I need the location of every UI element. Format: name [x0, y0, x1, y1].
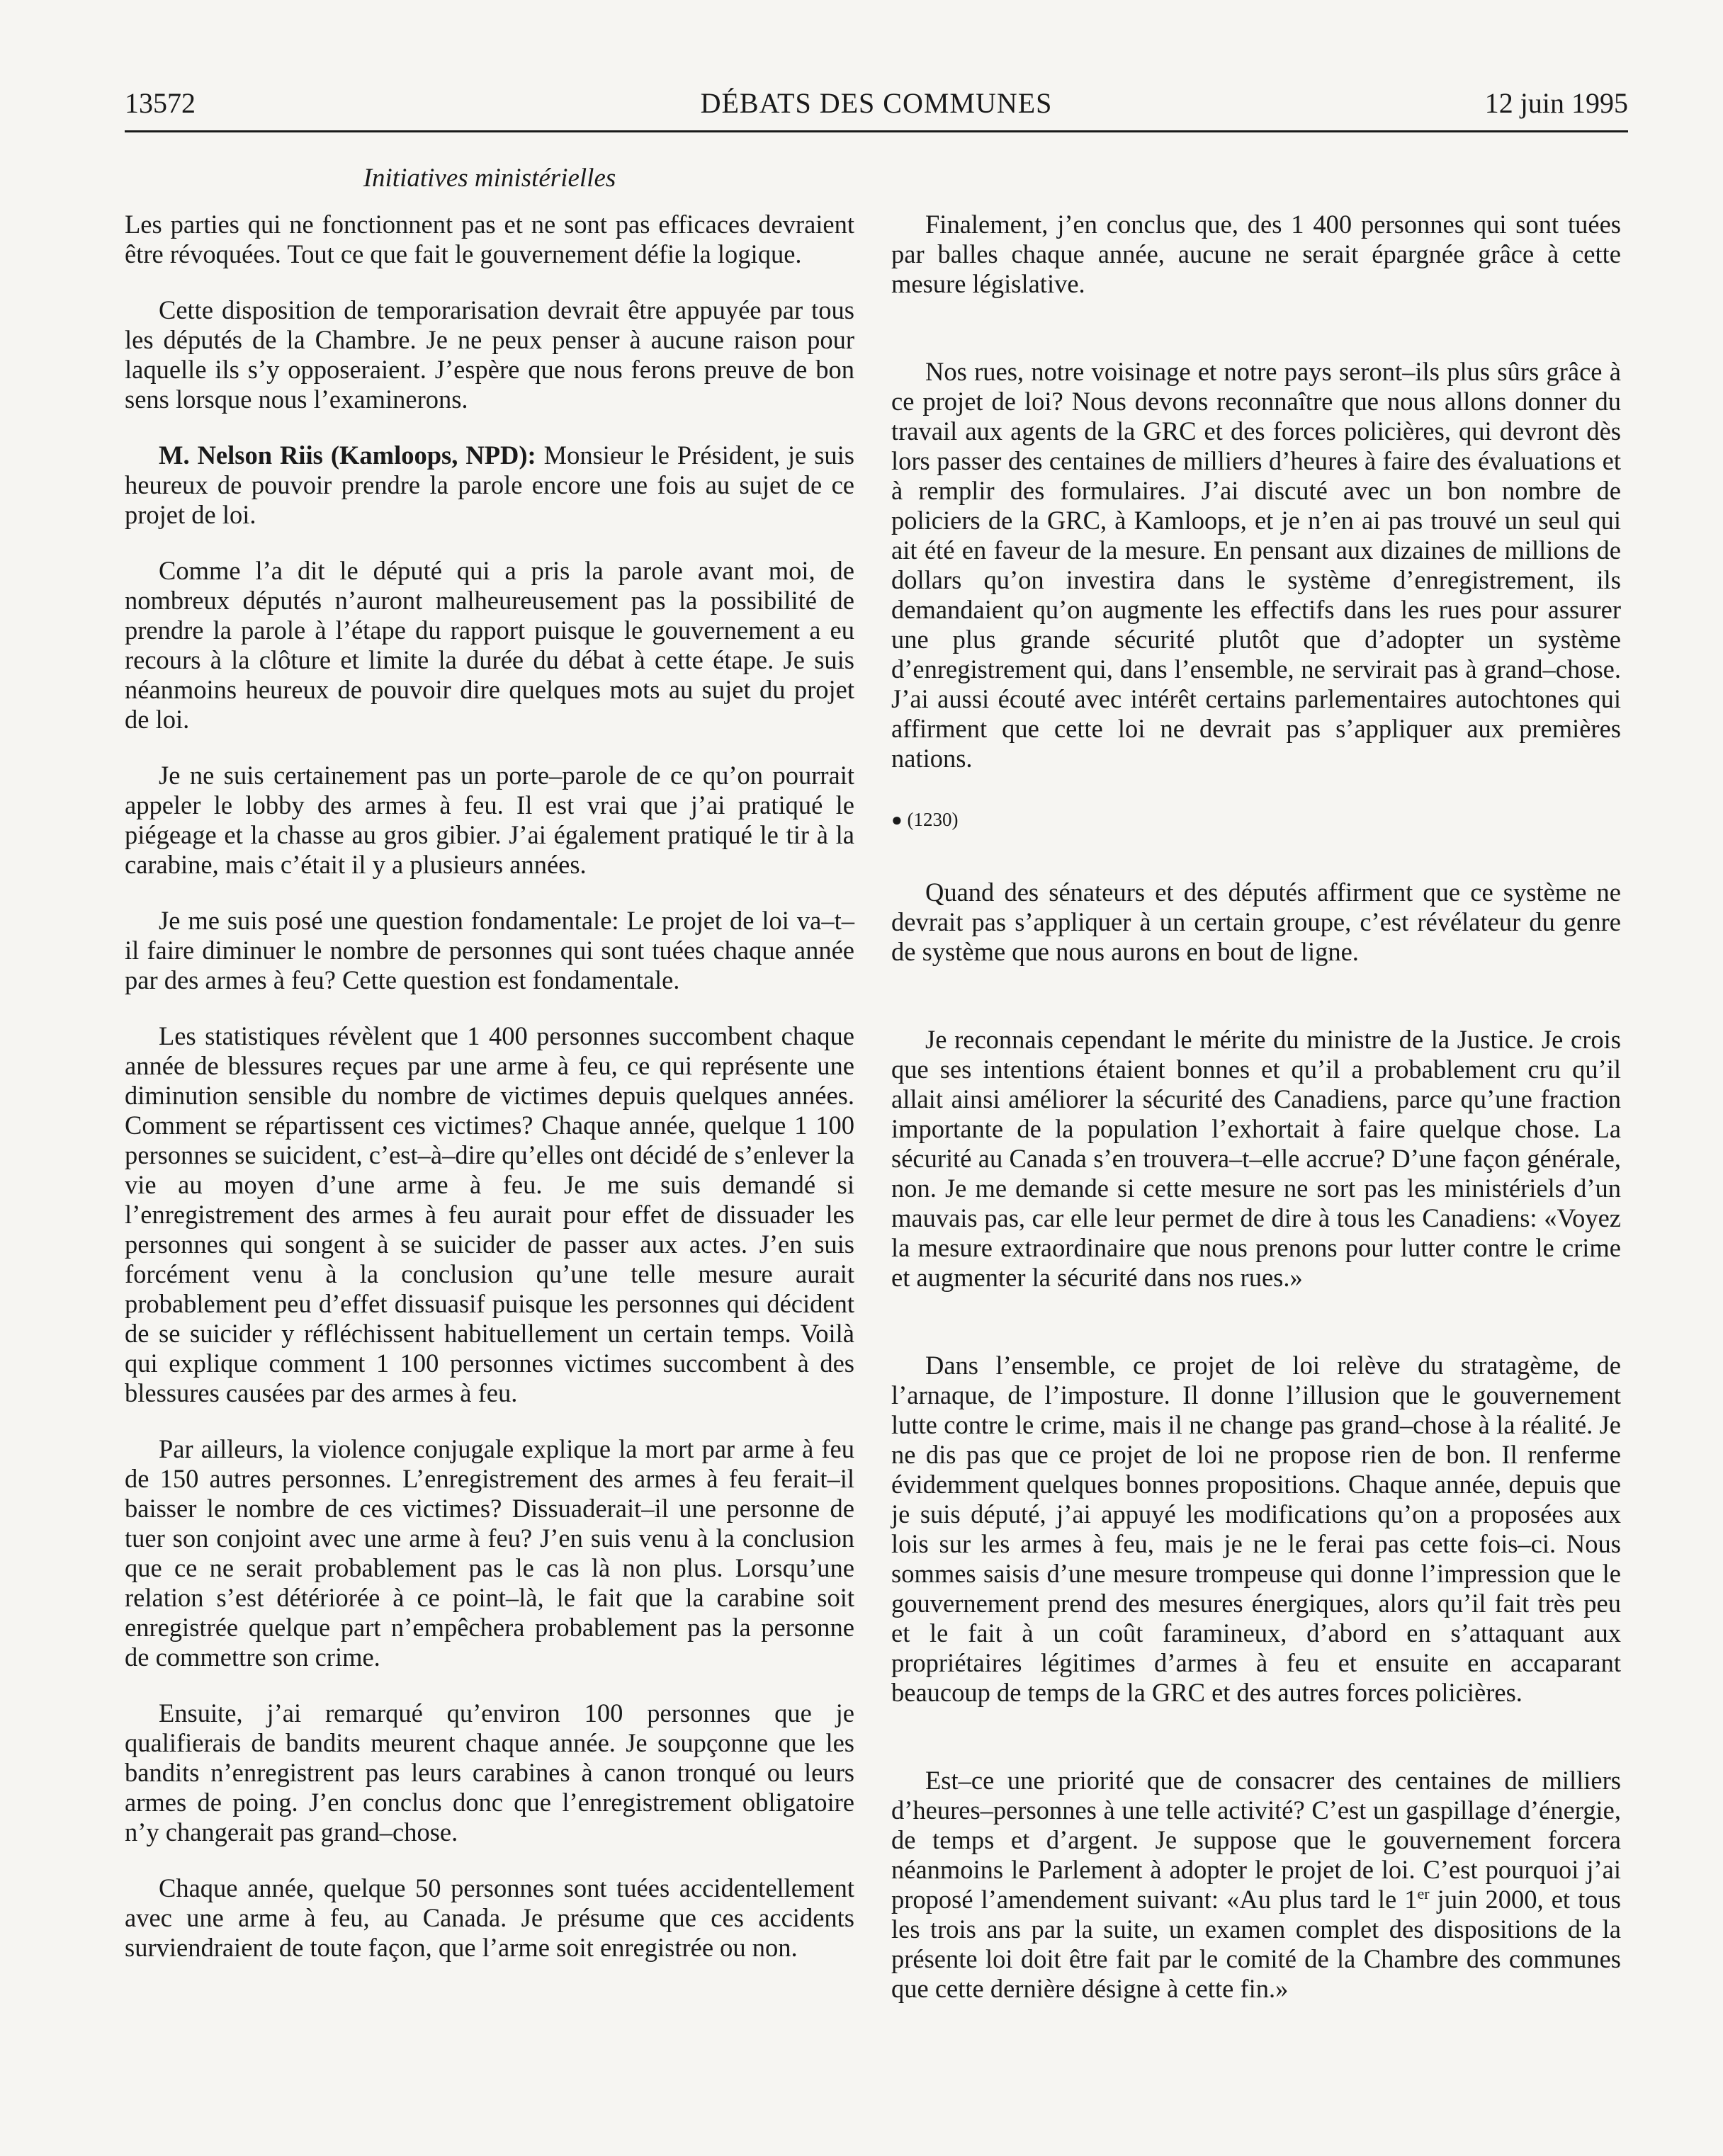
publication-date: 12 juin 1995	[1484, 87, 1628, 119]
left-column	[125, 210, 854, 1989]
paragraph: Finalement, j’en conclus que, des 1 400 personnes qui sont tuées par balles chaque année, aucune ne serait épargnée grâce à cette mesure législative.	[891, 210, 1621, 298]
paragraph: Je reconnais cependant le mérite du ministre de la Justice. Je crois que ses intentions étaient bonnes et qu’il a probablement cru qu’il allait ainsi améliorer la sécurité des Canadiens, parce qu’une fraction importante de la population l’exhortait à faire quelque chose. La sécurité au Canada s’en trouvera–t–elle accrue? D’une façon générale, non. Je me demande si cette mesure ne sort pas les ministériels d’un mauvais pas, car elle leur permet de dire à tous les Canadiens: «Voyez la mesure extraordinaire que nous prenons pour lutter contre le crime et augmenter la sécurité dans nos rues.»	[891, 1025, 1621, 1292]
paragraph: Quand des sénateurs et des députés affirment que ce système ne devrait pas s’appliquer à un certain groupe, c’est révélateur du genre de système que nous aurons en bout de ligne.	[891, 878, 1621, 966]
paragraph-text: juin 2000, et tous les trois ans par la suite, un examen complet des dispositions de la présente loi doit être fait par le comité de la Chambre des communes que cette dernière désigne à cette fin.»	[891, 1885, 1621, 2003]
paragraph: Cette disposition de temporarisation devrait être appuyée par tous les députés de la Chambre. Je ne peux penser à aucune raison pour laquelle ils s’y opposeraient. J’espère que nous ferons preuve de bon sens lorsque nous l’examinerons.	[125, 295, 854, 414]
paragraph: Les parties qui ne fonctionnent pas et ne sont pas efficaces devraient être révoquées. Tout ce que fait le gouvernement défie la logique.	[125, 210, 854, 268]
speaker-paragraph	[125, 441, 854, 530]
superscript: er	[1417, 1884, 1430, 1902]
paragraph: Chaque année, quelque 50 personnes sont tuées accidentellement avec une arme à feu, au Canada. Je présume que ces accidents surviendraient de toute façon, que l’arme soit enregistrée ou non.	[125, 1873, 854, 1962]
paragraph: Ensuite, j’ai remarqué qu’environ 100 personnes que je qualifierais de bandits meurent chaque année. Je soupçonne que les bandits n’enregistrent pas leurs carabines à canon tronqué ou leurs armes de poing. J’en conclus donc que l’enregistrement obligatoire n’y changerait pas grand–chose.	[125, 1698, 854, 1846]
page-header	[125, 86, 1628, 132]
time-marker	[891, 809, 1621, 831]
publication-title: DÉBATS DES COMMUNES	[700, 87, 1053, 119]
paragraph: Comme l’a dit le député qui a pris la parole avant moi, de nombreux députés n’auront malheureusement pas la possibilité de prendre la parole à l’étape du rapport puisque le gouvernement a eu recours à la clôture et limite la durée du débat à cette étape. Je suis néanmoins heureux de pouvoir dire quelques mots au sujet du projet de loi.	[125, 556, 854, 734]
paragraph	[891, 1766, 1621, 2004]
bullet-icon: ●	[891, 810, 903, 830]
time-marker-text: (1230)	[907, 809, 959, 830]
section-title: Initiatives ministérielles	[363, 164, 616, 193]
paragraph: Nos rues, notre voisinage et notre pays seront–ils plus sûrs grâce à ce projet de loi? Nous devons reconnaître que nous allons donner du travail aux agents de la GRC et des forces policières, qui devront dès lors passer des centaines de milliers d’heures à faire des évaluations et à remplir des formulaires. J’ai discuté avec un bon nombre de policiers de la GRC, à Kamloops, et je n’en ai pas trouvé un seul qui ait été en faveur de la mesure. En pensant aux dizaines de millions de dollars qu’on investira dans le système d’enregistrement, ils demandaient qu’on augmente les effectifs dans les rues pour assurer une plus grande sécurité plutôt que d’adopter un système d’enregistrement qui, dans l’ensemble, ne servirait pas à grand–chose. J’ai aussi écouté avec intérêt certains parlementaires autochtones qui affirment que cette loi ne devrait pas s’appliquer aux premières nations.	[891, 357, 1621, 773]
paragraph: Je me suis posé une question fondamentale: Le projet de loi va–t–il faire diminuer le nombre de personnes qui sont tuées chaque année par des armes à feu? Cette question est fondamentale.	[125, 906, 854, 994]
paragraph: Par ailleurs, la violence conjugale explique la mort par arme à feu de 150 autres personnes. L’enregistrement des armes à feu ferait–il baisser le nombre de ces victimes? Dissuaderait–il une personne de tuer son conjoint avec une arme à feu? J’en suis venu à la conclusion que ce ne serait probablement pas le cas là non plus. Lorsqu’une relation s’est détériorée à ce point–là, le fait que la carabine soit enregistrée quelque part n’empêchera probablement pas la personne de commettre son crime.	[125, 1434, 854, 1672]
paragraph: Je ne suis certainement pas un porte–parole de ce qu’on pourrait appeler le lobby des armes à feu. Il est vrai que j’ai pratiqué le piégeage et la chasse au gros gibier. J’ai également pratiqué le tir à la carabine, mais c’était il y a plusieurs années.	[125, 761, 854, 879]
right-column	[891, 210, 1621, 2030]
paragraph: Les statistiques révèlent que 1 400 personnes succombent chaque année de blessures reçues par une arme à feu, ce qui représente une diminution sensible du nombre de victimes depuis quelques années. Comment se répartissent ces victimes? Chaque année, quelque 1 100 personnes se suicident, c’est–à–dire qu’elles ont décidé de s’enlever la vie au moyen d’une arme à feu. Je me suis demandé si l’enregistrement des armes à feu aurait pour effet de dissuader les personnes qui songent à se suicider de passer aux actes. J’en suis forcément venu à la conclusion qu’une telle mesure aurait probablement peu d’effet dissuasif puisque les personnes qui décident de se suicider y réfléchissent habituellement un certain temps. Voilà qui explique comment 1 100 personnes victimes succombent à des blessures causées par des armes à feu.	[125, 1021, 854, 1407]
page-number: 13572	[125, 87, 196, 119]
speaker-text: Monsieur le Président, je suis heureux de pouvoir prendre la parole encore une fois au sujet de ce projet de loi.	[125, 441, 854, 529]
paragraph: Dans l’ensemble, ce projet de loi relève du stratagème, de l’arnaque, de l’imposture. Il donne l’illusion que le gouvernement lutte contre le crime, mais il ne change pas grand–chose à la réalité. Je ne dis pas que ce projet de loi ne propose rien de bon. Il renferme évidemment quelques bonnes propositions. Chaque année, depuis que je suis député, j’ai appuyé les modifications qu’on a proposées aux lois sur les armes à feu, mais je ne le ferai pas cette fois–ci. Nous sommes saisis d’une mesure trompeuse qui donne l’impression que le gouvernement prend des mesures énergiques, alors qu’il fait très peu et le fait à un coût faramineux, d’abord en s’attaquant aux propriétaires légitimes d’armes à feu et ensuite en accaparant beaucoup de temps de la GRC et des autres forces policières.	[891, 1351, 1621, 1707]
speaker-name: M. Nelson Riis (Kamloops, NPD):	[159, 441, 536, 470]
paragraph-text: Est–ce une priorité que de consacrer des centaines de milliers d’heures–personnes à une telle activité? C’est un gaspillage d’énergie, de temps et d’argent. Je suppose que le gouvernement forcera néanmoins le Parlement à adopter le projet de loi. C’est pourquoi j’ai proposé l’amendement suivant: «Au plus tard le 1	[891, 1766, 1621, 1914]
